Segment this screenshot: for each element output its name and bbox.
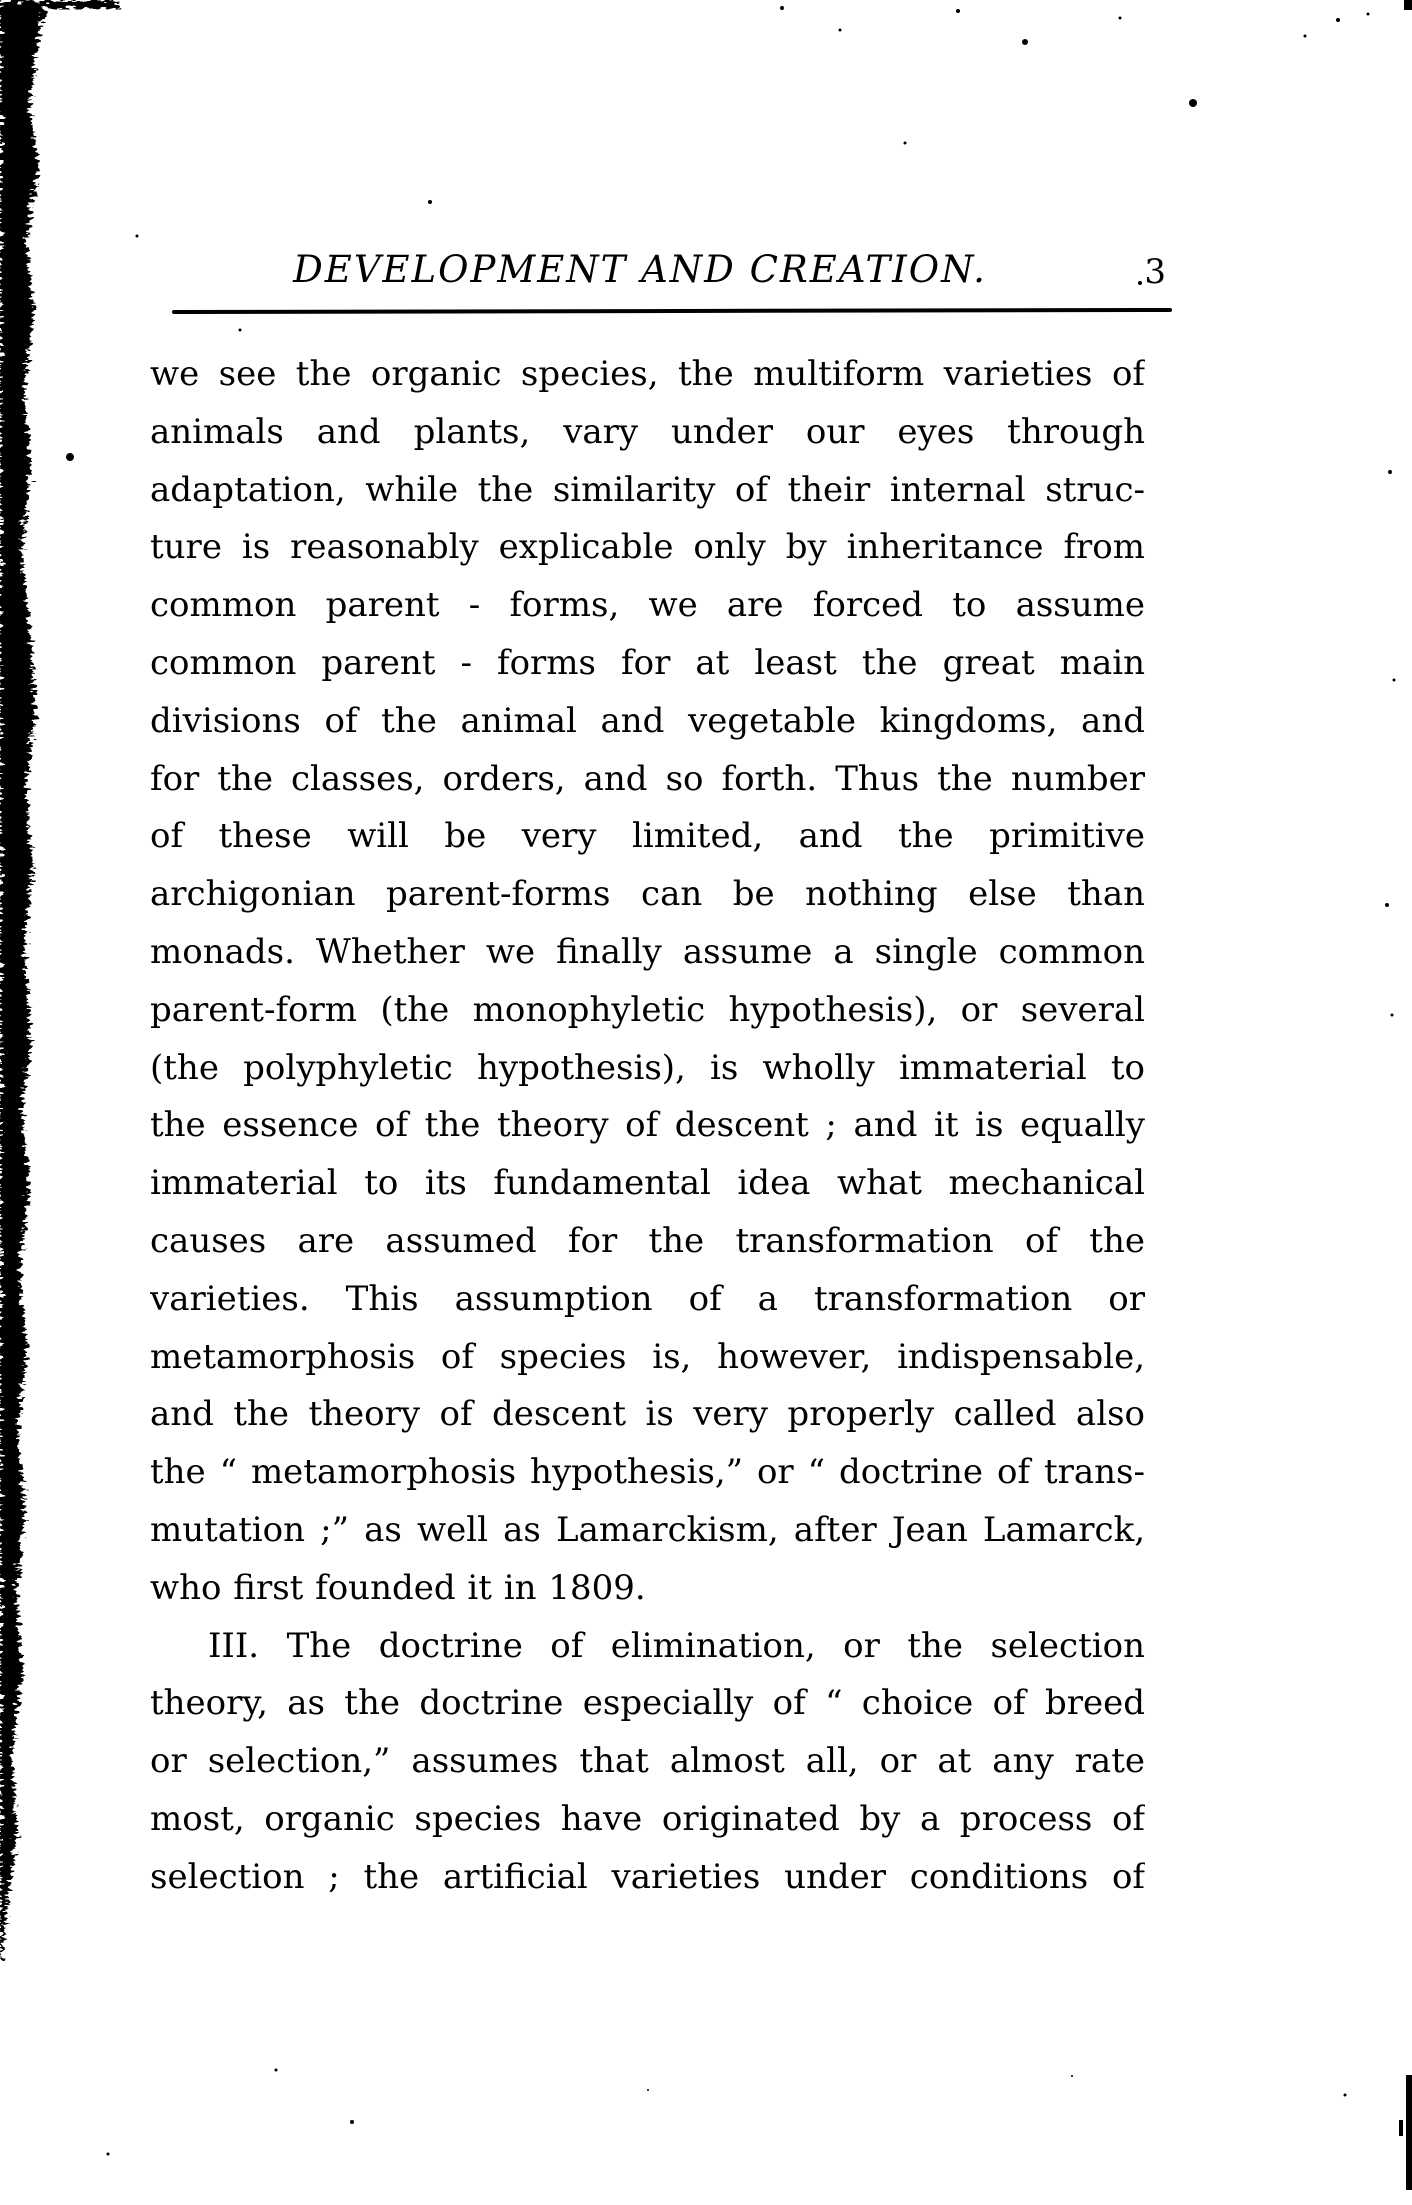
- text-line: varieties. This assumption of a transformation or: [150, 1278, 1145, 1319]
- text-line: most, organic species have originated by a process of: [150, 1798, 1145, 1839]
- text-line: theory, as the doctrine especially of “ choice of breed: [150, 1683, 1145, 1724]
- text-line: metamorphosis of species is, however, indispensable,: [150, 1336, 1145, 1377]
- text-line-paragraph-end: who first founded it in 1809.: [150, 1567, 646, 1608]
- text-line: common parent - forms, we are forced to assume: [150, 585, 1145, 626]
- page-edge-artifact: [1399, 0, 1412, 2190]
- text-line: monads. Whether we finally assume a single common: [150, 931, 1145, 972]
- binding-edge-artifact: [0, 0, 118, 1960]
- text-line: of these will be very limited, and the primitive: [150, 816, 1145, 857]
- text-line: parent-form (the monophyletic hypothesis), or several: [150, 989, 1145, 1030]
- text-line: mutation ;” as well as Lamarckism, after Jean Lamarck,: [150, 1509, 1145, 1550]
- text-line: (the polyphyletic hypothesis), is wholly immaterial to: [150, 1047, 1145, 1088]
- text-line: or selection,” assumes that almost all, or at any rate: [150, 1741, 1145, 1782]
- text-line: we see the organic species, the multiform varieties of: [150, 354, 1145, 394]
- text-line-paragraph-start: III. The doctrine of elimination, or the selection: [208, 1625, 1145, 1666]
- running-header: [170, 248, 1170, 300]
- text-line: divisions of the animal and vegetable kingdoms, and: [150, 700, 1145, 741]
- header-rule-divider: [172, 308, 1172, 314]
- page-number: 3: [1144, 252, 1166, 292]
- body-text-block: [150, 346, 1145, 1907]
- text-line: archigonian parent-forms can be nothing else than: [150, 874, 1145, 915]
- text-line: selection ; the artificial varieties under conditions of: [150, 1856, 1145, 1897]
- text-line: the essence of the theory of descent ; and it is equally: [150, 1105, 1145, 1146]
- page-title: DEVELOPMENT AND CREATION.: [293, 248, 987, 291]
- text-line: adaptation, while the similarity of their internal struc-: [150, 469, 1145, 510]
- text-line: animals and plants, vary under our eyes through: [150, 411, 1145, 452]
- text-line: the “ metamorphosis hypothesis,” or “ doctrine of trans-: [150, 1452, 1145, 1493]
- text-line: common parent - forms for at least the great main: [150, 642, 1145, 683]
- text-line: for the classes, orders, and so forth. Thus the number: [150, 758, 1145, 799]
- text-line: and the theory of descent is very properly called also: [150, 1394, 1145, 1435]
- text-line: causes are assumed for the transformation of the: [150, 1220, 1145, 1261]
- text-line: immaterial to its fundamental idea what mechanical: [150, 1163, 1145, 1204]
- text-line: ture is reasonably explicable only by inheritance from: [150, 527, 1145, 568]
